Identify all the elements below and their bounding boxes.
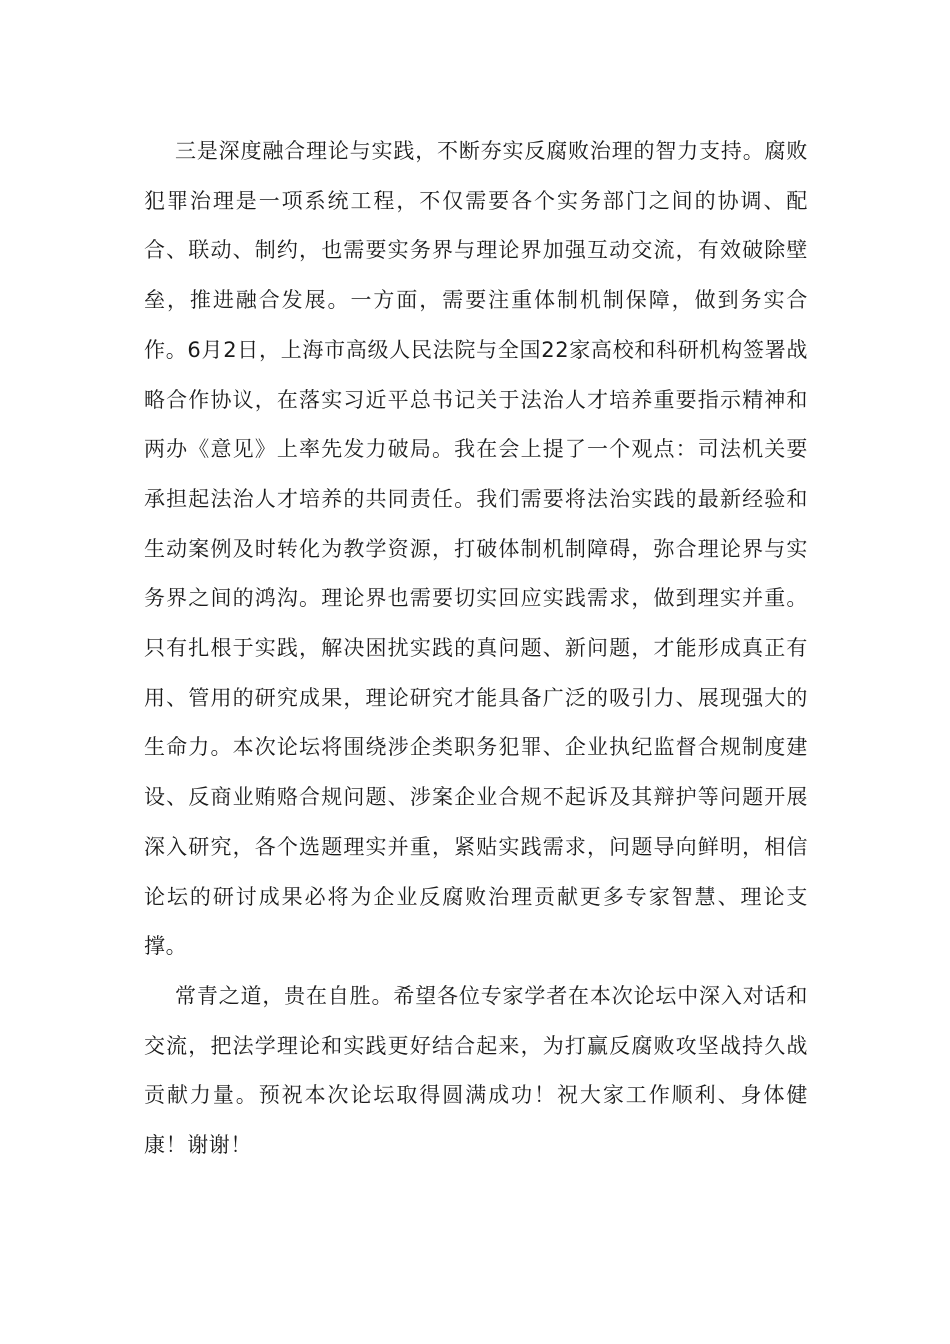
document-body bbox=[144, 127, 808, 1171]
paragraph-1: 三是深度融合理论与实践，不断夯实反腐败治理的智力支持。腐败犯罪治理是一项系统工程，不仅需要各个实务部门之间的协调、配合、联动、制约，也需要实务界与理论界加强互动交流，有效破除壁垒，推进融合发展。一方面，需要注重体制机制保障，做到务实合作。6月2日，上海市高级人民法院与全国22家高校和科研机构签署战略合作协议，在落实习近平总书记关于法治人才培养重要指示精神和两办《意见》上率先发力破局。我在会上提了一个观点：司法机关要承担起法治人才培养的共同责任。我们需要将法治实践的最新经验和生动案例及时转化为教学资源，打破体制机制障碍，弥合理论界与实务界之间的鸿沟。理论界也需要切实回应实践需求，做到理实并重。只有扎根于实践，解决困扰实践的真问题、新问题，才能形成真正有用、管用的研究成果，理论研究才能具备广泛的吸引力、展现强大的生命力。本次论坛将围绕涉企类职务犯罪、企业执纪监督合规制度建设、反商业贿赂合规问题、涉案企业合规不起诉及其辩护等问题开展深入研究，各个选题理实并重，紧贴实践需求，问题导向鲜明，相信论坛的研讨成果必将为企业反腐败治理贡献更多专家智慧、理论支撑。 bbox=[144, 139, 808, 959]
paragraph-2: 常青之道，贵在自胜。希望各位专家学者在本次论坛中深入对话和交流，把法学理论和实践更好结合起来，为打赢反腐败攻坚战持久战贡献力量。预祝本次论坛取得圆满成功！祝大家工作顺利、身体健康！谢谢！ bbox=[144, 983, 808, 1158]
